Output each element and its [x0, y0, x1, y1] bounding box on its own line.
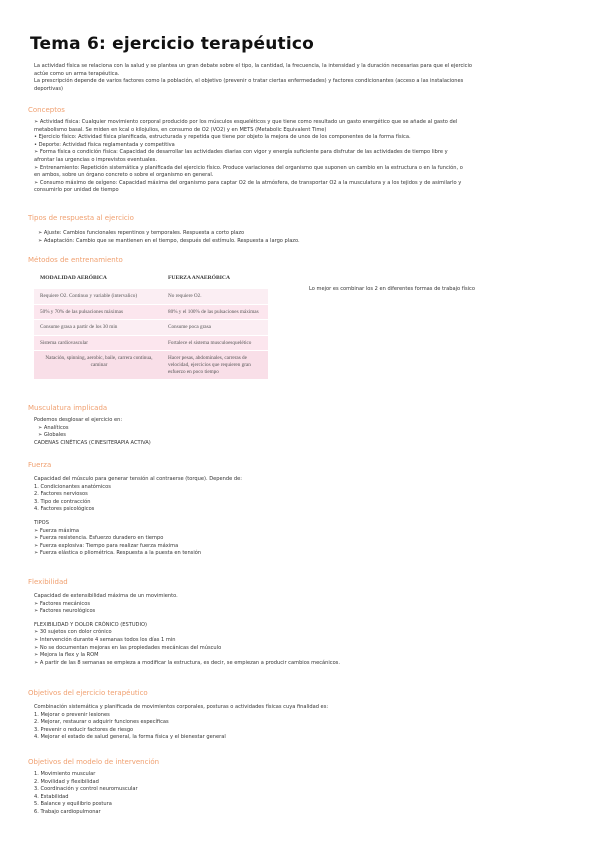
objetivos-modelo-block [34, 771, 574, 817]
flexibilidad-line: Capacidad de extensibilidad máxima de un movimiento. [34, 593, 178, 599]
conceptos-line: ➢ Entrenamiento: Repetición sistemática y planificada del ejercicio físico. Produce variaciones del organismo que suponen un cambio en la estructura o en la función, o [34, 164, 463, 171]
intro-line: actúe como un arma terapéutica. [34, 70, 120, 77]
respuesta-line: ➢ Ajuste: Cambios funcionales repentinos y temporales. Respuesta a corto plazo [38, 230, 245, 236]
table-cell: Sistema cardiovascular [34, 335, 162, 351]
objetivos-modelo-line: 3. Coordinación y control neuromuscular [34, 786, 138, 793]
conceptos-line: metabolismo basal. Se miden en kcal o kilojulios, en consumo de O2 (VO2) y en METS (Metabolic Equivalent Time) [34, 126, 327, 133]
flexibilidad-line: ➢ No se documentan mejoras en las propiedades mecánicas del músculo [34, 644, 222, 651]
table-cell: No requiere O2. [162, 289, 268, 304]
fuerza-line: ➢ Fuerza elástica o pliométrica. Respuesta a la puesta en tensión [34, 550, 202, 557]
objetivos-modelo-line: 6. Trabajo cardiopulmonar [34, 808, 101, 815]
flexibilidad-block [34, 593, 574, 667]
section-heading-fuerza: Fuerza [28, 461, 52, 469]
intro-line: La prescripción depende de varios factores como la población, el objetivo (prevenir o tratar ciertas enfermedades) y factores condicionantes (acceso a las instalaciones [34, 78, 464, 85]
flexibilidad-line: ➢ Mejora la flex y la ROM [34, 652, 99, 659]
objetivos-ejercicio-line: 3. Prevenir o reducir factores de riesgo [34, 726, 134, 733]
section-heading-respuesta: Tipos de respuesta al ejercicio [28, 214, 134, 222]
table-header: FUERZA ANAERÓBICA [162, 268, 268, 289]
training-methods-table [34, 268, 268, 380]
section-heading-metodos: Métodos de entrenamiento [28, 256, 123, 264]
section-heading-objetivos-modelo: Objetivos del modelo de intervención [28, 758, 160, 766]
table-cell: Hacer pesas, abdominales, carreras de velocidad, ejercicios que requieren gran esfuerzo en poco tiempo [162, 351, 268, 380]
table-cell: Fortalece el sistema musculoesquelético [162, 335, 268, 351]
table-header: MODALIDAD AERÓBICA [34, 268, 162, 289]
intro-block [34, 63, 574, 93]
objetivos-ejercicio-line: 1. Mejorar o prevenir lesiones [34, 711, 110, 718]
musculatura-block [34, 417, 574, 447]
musculatura-line: ➢ Globales [38, 432, 66, 439]
flexibilidad-line: ➢ Factores neurológicos [34, 608, 96, 615]
conceptos-line: ➢ Consumo máximo de oxígeno: Capacidad máxima del organismo para captar O2 de la atmósfera, de transportar O2 a la musculatura y a los tejidos y de asimilarlo y [34, 179, 462, 186]
flexibilidad-line: ➢ Intervención durante 4 semanas todos los días 1 min [34, 636, 176, 643]
objetivos-modelo-line: 4. Estabilidad [34, 793, 69, 800]
objetivos-modelo-line: 5. Balance y equilibrio postura [34, 801, 112, 808]
fuerza-line: ➢ Fuerza explosiva: Tiempo para realizar fuerza máxima [34, 542, 179, 549]
fuerza-line: TIPOS [34, 519, 49, 526]
conceptos-line: ➢ Actividad física: Cualquier movimiento corporal producido por los músculos esqueléticos y que tiene como resultado un gasto energético que se añade al gasto del [34, 119, 458, 125]
objetivos-ejercicio-line: 2. Mejorar, restaurar o adquirir funciones específicas [34, 719, 169, 726]
intro-line: La actividad física se relaciona con la salud y se plantea un gran debate sobre el tipo, la cantidad, la frecuencia, la intensidad y la duración necesarias para que el ejercicio [34, 63, 473, 69]
fuerza-line: 2. Factores nerviosos [34, 491, 88, 498]
section-heading-musculatura: Musculatura implicada [28, 404, 108, 412]
section-heading-flexibilidad: Flexibilidad [28, 578, 68, 586]
objetivos-ejercicio-line: Combinación sistemática y planificada de movimientos corporales, posturas o actividades físicas cuya finalidad es: [34, 704, 329, 710]
objetivos-ejercicio-block [34, 704, 574, 742]
table-row [34, 351, 268, 380]
table-cell: 50% y 70% de las pulsaciones máximas [34, 304, 162, 320]
fuerza-line: 1. Condicionantes anatómicos [34, 483, 111, 490]
musculatura-line: Podemos desglosar el ejercicio en: [34, 417, 123, 423]
conceptos-line: consumirlo por unidad de tiempo [34, 187, 119, 194]
conceptos-line: • Deporte: Actividad física reglamentada y competitiva [34, 141, 175, 148]
section-heading-objetivos-ejercicio: Objetivos del ejercicio terapéutico [28, 689, 148, 697]
section-heading-conceptos: Conceptos [28, 106, 65, 114]
conceptos-line: afrontar las urgencias o imprevistos eventuales. [34, 156, 157, 163]
conceptos-line: • Ejercicio físico: Actividad física planificada, estructurada y repetida que tiene por objeto la mejora de unos de los componentes de la forma física. [34, 134, 411, 141]
side-note: Lo mejor es combinar los 2 en diferentes formas de trabajo físico [309, 286, 475, 292]
fuerza-line: ➢ Fuerza máxima [34, 527, 80, 534]
objetivos-ejercicio-line: 4. Mejorar el estado de salud general, la forma física y el bienestar general [34, 734, 226, 741]
flexibilidad-line: ➢ A partir de las 8 semanas se empieza a modificar la estructura, es decir, se empiezan a producir cambios mecánicos. [34, 659, 340, 666]
table-cell: 80% y el 100% de las pulsaciones máximas [162, 304, 268, 320]
conceptos-block [34, 119, 574, 195]
fuerza-line: Capacidad del músculo para generar tensión al contraerse (torque). Depende de: [34, 476, 242, 482]
table-row [34, 320, 268, 336]
table-cell: Requiere O2. Continuo y variable (intervalico) [34, 289, 162, 304]
conceptos-line: en ambos, sobre un órgano concreto o sobre el organismo en general. [34, 172, 214, 179]
page-title: Tema 6: ejercicio terapéutico [30, 34, 315, 54]
fuerza-line: 3. Tipo de contracción [34, 498, 91, 505]
intro-line: deportivas) [34, 85, 64, 92]
flexibilidad-line: ➢ Factores mecánicos [34, 600, 91, 607]
table-row [34, 335, 268, 351]
flexibilidad-line: ➢ 30 sujetos con dolor crónico [34, 629, 112, 636]
musculatura-line: CADENAS CINÉTICAS (CINESITERAPIA ACTIVA) [34, 439, 151, 446]
table-cell: Natación, spinning, aerobic, baile, carrera continua, caminar [34, 351, 162, 380]
fuerza-line: 4. Factores psicológicos [34, 506, 95, 513]
table-cell: Consume grasa a partir de los 30 min [34, 320, 162, 336]
objetivos-modelo-line: 2. Movilidad y flexibilidad [34, 778, 99, 785]
table-row [34, 304, 268, 320]
table-row [34, 289, 268, 304]
table-cell: Consume poca grasa [162, 320, 268, 336]
flexibilidad-line: FLEXIBILIDAD Y DOLOR CRÓNICO (ESTUDIO) [34, 621, 147, 628]
musculatura-line: ➢ Analíticos [38, 424, 69, 431]
fuerza-block [34, 476, 574, 558]
conceptos-line: ➢ Forma física o condición física: Capacidad de desarrollar las actividades diarias con vigor y energía suficiente para disfrutar de las actividades de tiempo libre y [34, 149, 448, 156]
respuesta-block [34, 230, 578, 245]
fuerza-line: ➢ Fuerza resistencia. Esfuerzo duradero en tiempo [34, 535, 164, 542]
objetivos-modelo-line: 1. Movimiento muscular [34, 771, 96, 777]
respuesta-line: ➢ Adaptación: Cambio que se mantienen en el tiempo, después del estímulo. Respuesta a largo plazo. [38, 237, 300, 244]
